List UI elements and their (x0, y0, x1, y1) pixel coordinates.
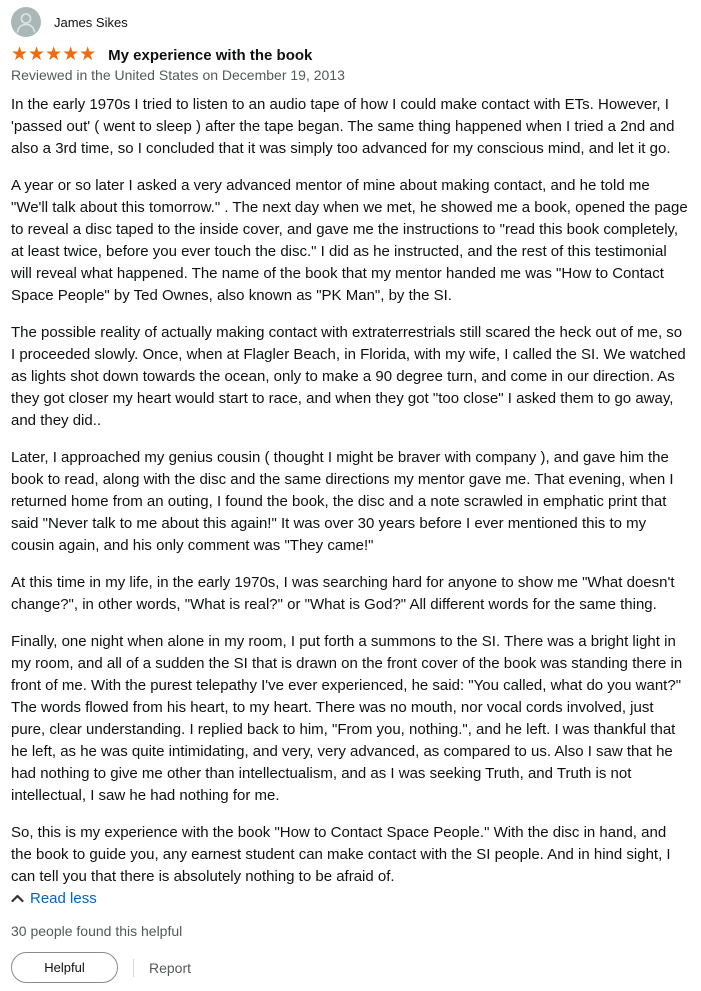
review-paragraph: Later, I approached my genius cousin ( thought I might be braver with company ), and gave him the book to read, along with the disc and the same directions my mentor gave me. That evening, when I returned home from an outing, I found the book, the disc and a note scrawled in emphatic print that said "Never talk to me about this again!" It was over 30 years before I ever mentioned this to my cousin again, and his only comment was "They came!" (11, 449, 674, 554)
review-paragraph: A year or so later I asked a very advanced mentor of mine about making contact, and he told me "We'll talk about this tomorrow." . The next day when we met, he showed me a book, opened the page to reveal a disc taped to the inside cover, and gave me the instructions to "read this book completely, at least twice, before you ever touch the disc." I did as he instructed, and the rest of this testimonial will reveal what happened. The name of the book that my mentor handed me was "How to Contact Space People" by Ted Ownes, also known as "PK Man", by the SI. (11, 177, 688, 304)
review-date: Reviewed in the United States on December 19, 2013 (11, 67, 345, 83)
review-paragraph: So, this is my experience with the book "How to Contact Space People." With the disc in hand, and the book to guide you, any earnest student can make contact with the SI people. And in hind sight, I can tell you that there is absolutely nothing to be afraid of. (11, 824, 671, 885)
review-paragraph: The possible reality of actually making contact with extraterrestrials still scared the heck out of me, so I proceeded slowly. Once, when at Flagler Beach, in Florida, with my wife, I called the SI. We watched as lights shot down towards the ocean, only to make a 90 degree turn, and come in our direction. As they got closer my heart would start to race, and when they got "too close" I asked them to go away, and they did.. (11, 324, 686, 429)
review-body (11, 94, 690, 888)
review-title-link[interactable] (11, 46, 690, 64)
actions-divider (133, 959, 134, 977)
reviewer-profile-link[interactable] (11, 7, 690, 37)
avatar (11, 7, 41, 37)
helpful-count: 30 people found this helpful (11, 923, 183, 939)
read-less-link[interactable] (11, 890, 97, 907)
review-paragraph: At this time in my life, in the early 1970s, I was searching hard for anyone to show me "What doesn't change?", in other words, "What is real?" or "What is God?" All different words for the same thing. (11, 574, 675, 613)
report-link[interactable]: Report (149, 959, 192, 976)
read-less-label: Read less (30, 890, 97, 907)
review-card (11, 7, 690, 991)
review-title: My experience with the book (108, 46, 313, 64)
star-rating-icon: ★★★★★ (11, 44, 97, 65)
review-paragraph: Finally, one night when alone in my room, I put forth a summons to the SI. There was a bright light in my room, and all of a sudden the SI that is drawn on the front cover of the book was standing there in front of me. With the purest telepathy I've ever experienced, he said: "You called, what do you want?" The words flowed from his heart, to my heart. There was no mouth, nor vocal cords involved, just pure, clear understanding. I replied back to him, "From you, nothing.", and he left. I was thankful that he left, as he was quite intimidating, and very, very advanced, as compared to us. Also I saw that he had nothing to give me other than intellectualism, and as I was seeking Truth, and Truth is not intellectual, I saw he had nothing for me. (11, 633, 683, 804)
reviewer-name: James Sikes (54, 14, 128, 30)
review-actions (11, 952, 690, 991)
person-icon (11, 7, 41, 37)
review-paragraph: In the early 1970s I tried to listen to an audio tape of how I could make contact with ETs. However, I 'passed out' ( went to sleep ) after the tape began. The same thing happened when I tried a 2nd and also a 3rd time, so I concluded that it was simply too advanced for my conscious mind, and let it go. (11, 96, 675, 157)
helpful-button[interactable]: Helpful (11, 952, 118, 983)
